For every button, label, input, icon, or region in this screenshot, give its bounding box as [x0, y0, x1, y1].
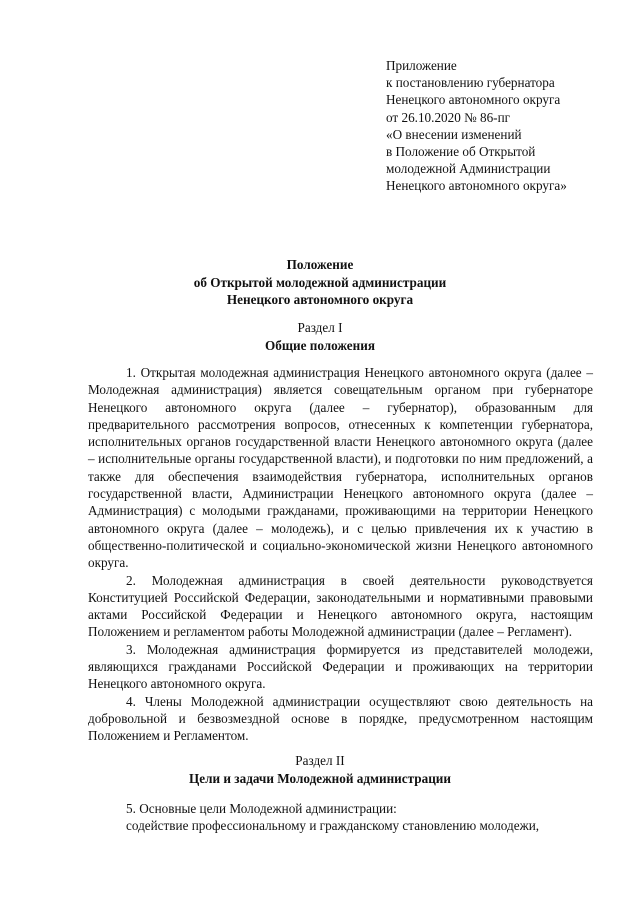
- section-2-header: [0, 752, 640, 787]
- appendix-line: Приложение: [386, 58, 457, 73]
- appendix-line: Ненецкого автономного округа»: [386, 178, 567, 194]
- paragraph: 1. Открытая молодежная администрация Ненецкого автономного округа (далее – Молодежная администрация) является совещательным органом при губернаторе Ненецкого автономного округа (далее – губернатор), образованным для предварительного рассмотрения вопросов, отнесенных к компетенции губернатора, исполнительных органов государственной власти Ненецкого автономного округа (далее – исполнительные органы государственной власти), и подготовки по ним предложений, а также для обеспечения взаимодействия губернатора, исполнительных органов государственной власти, Администрации Ненецкого автономного округа (далее – Администрация) с молодыми гражданами, проживающими на территории Ненецкого автономного округа (далее – молодежь), и с целью привлечения их к участию в общественно-политической и социально-экономической жизни Ненецкого автономного округа.: [88, 365, 593, 571]
- section-label: Раздел II: [295, 753, 345, 768]
- section-heading: Общие положения: [265, 337, 375, 353]
- paragraph: 5. Основные цели Молодежной администрации:: [126, 801, 397, 816]
- paragraph: содействие профессиональному и гражданскому становлению молодежи,: [126, 818, 540, 834]
- document-title: [0, 256, 640, 309]
- section-1-header: [0, 319, 640, 354]
- title-line: Положение: [286, 257, 354, 272]
- appendix-line: «О внесении изменений: [386, 126, 522, 142]
- title-line: Ненецкого автономного округа: [226, 292, 414, 307]
- appendix-line: от 26.10.2020 № 86-пг: [386, 109, 511, 125]
- appendix-line: в Положение об Открытой: [386, 144, 536, 160]
- paragraph: 3. Молодежная администрация формируется из представителей молодежи, являющихся гражданами Российской Федерации и проживающих на территории Ненецкого автономного округа.: [88, 641, 593, 692]
- title-line: об Открытой молодежной администрации: [193, 274, 447, 290]
- paragraph: 2. Молодежная администрация в своей деятельности руководствуется Конституцией Российской Федерации, законодательными и нормативными правовыми актами Российской Федерации и Ненецкого автономного округа, настоящим Положением и регламентом работы Молодежной администрации (далее – Регламент).: [88, 572, 593, 640]
- section-label: Раздел I: [297, 320, 343, 335]
- section-2-body: [88, 800, 593, 835]
- appendix-block: [386, 57, 626, 195]
- appendix-line: к постановлению губернатора: [386, 75, 555, 91]
- paragraph: 4. Члены Молодежной администрации осуществляют свою деятельность на добровольной и безвозмездной основе в порядке, предусмотренном настоящим Положением и Регламентом.: [88, 693, 593, 744]
- appendix-line: Ненецкого автономного округа: [386, 92, 561, 108]
- appendix-line: молодежной Администрации: [386, 161, 551, 177]
- section-1-body: [88, 364, 593, 745]
- section-heading: Цели и задачи Молодежной администрации: [189, 770, 451, 786]
